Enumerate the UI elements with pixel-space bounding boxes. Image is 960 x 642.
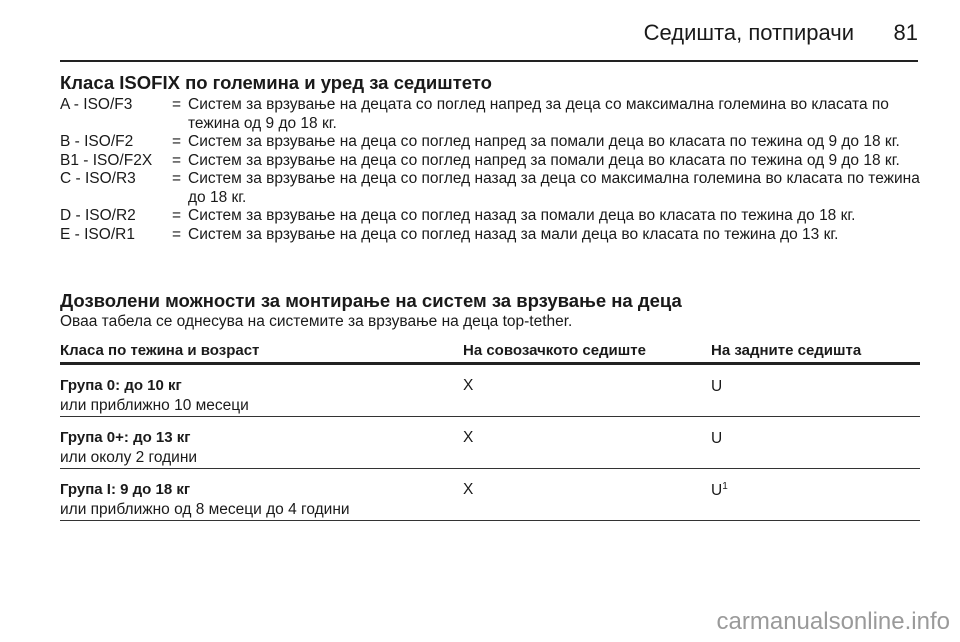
footnote-marker: 1 [722, 481, 728, 492]
isofix-section-title: Класа ISOFIX по големина и уред за седиштето [60, 72, 492, 93]
definition-text: Систем за врзување на деца со поглед назад за деца со максимална големина во класата по тежина до 18 кг. [188, 170, 920, 206]
rear-seat-value: $U^1$ [711, 481, 728, 499]
watermark: carmanualsonline.info [716, 608, 950, 635]
definition-row [60, 152, 920, 171]
group-label: Група I: 9 до 18 кг [60, 481, 191, 498]
definition-code: B1 - ISO/F2X [60, 151, 153, 169]
mounting-table [60, 340, 920, 521]
equals-sign: = [172, 207, 182, 224]
mounting-section-title: Дозволени можности за монтирање на систем за врзување на деца [60, 290, 682, 311]
group-age: или приближно 10 месеци [60, 397, 249, 414]
definition-text: Систем за врзување на деца со поглед назад за помали деца во класата по тежина до 18 кг. [188, 207, 856, 224]
definition-code: B - ISO/F2 [60, 133, 134, 150]
column-header-weight-class: Класа по тежина и возраст [60, 342, 260, 359]
group-age: или приближно од 8 месеци до 4 години [60, 501, 350, 518]
definition-text: Систем за врзување на деца со поглед напред за помали деца во класата по тежина од 9 до 18 кг. [188, 151, 900, 169]
equals-sign: = [172, 225, 182, 243]
group-label: Група 0: до 10 кг [60, 377, 182, 394]
definition-row [60, 226, 920, 245]
section-intro: Оваа табела се однесува на системите за врзување на деца top-tether. [60, 313, 573, 330]
definition-row [60, 133, 920, 152]
definition-code: C - ISO/R3 [60, 170, 136, 187]
equals-sign: = [172, 133, 182, 150]
page-header [60, 14, 918, 62]
page-number: 81 [893, 20, 918, 45]
definition-row [60, 170, 920, 207]
group-label: Група 0+: до 13 кг [60, 429, 191, 446]
definition-text: Систем за врзување на деца со поглед назад за мали деца во класата по тежина до 13 кг. [188, 225, 839, 243]
table-row [60, 417, 920, 469]
column-header-front-seat: На совозачкото седиште [463, 342, 646, 359]
equals-sign: = [172, 96, 182, 113]
table-header [60, 340, 920, 365]
definition-code: A - ISO/F3 [60, 96, 133, 113]
rear-seat-value: U [711, 378, 723, 395]
definition-code: D - ISO/R2 [60, 207, 136, 224]
definition-row [60, 207, 920, 226]
front-seat-value: X [463, 377, 474, 394]
header-title: Седишта, потпирачи [643, 20, 854, 45]
column-header-rear-seats: На задните седишта [711, 342, 862, 359]
rear-seat-value: U [711, 430, 723, 447]
definition-row [60, 96, 920, 133]
equals-sign: = [172, 151, 182, 169]
definition-code: E - ISO/R1 [60, 225, 135, 243]
front-seat-value: X [463, 481, 474, 498]
table-row [60, 365, 920, 417]
definition-text: Систем за врзување на деца со поглед напред за помали деца во класата по тежина од 9 до 18 кг. [188, 133, 900, 150]
isofix-definitions [60, 96, 920, 244]
front-seat-value: X [463, 429, 474, 446]
definition-text: Систем за врзување на децата со поглед напред за деца со максимална големина во класата по тежина од 9 до 18 кг. [188, 96, 889, 132]
equals-sign: = [172, 170, 182, 187]
table-row [60, 469, 920, 521]
group-age: или околу 2 години [60, 449, 198, 466]
